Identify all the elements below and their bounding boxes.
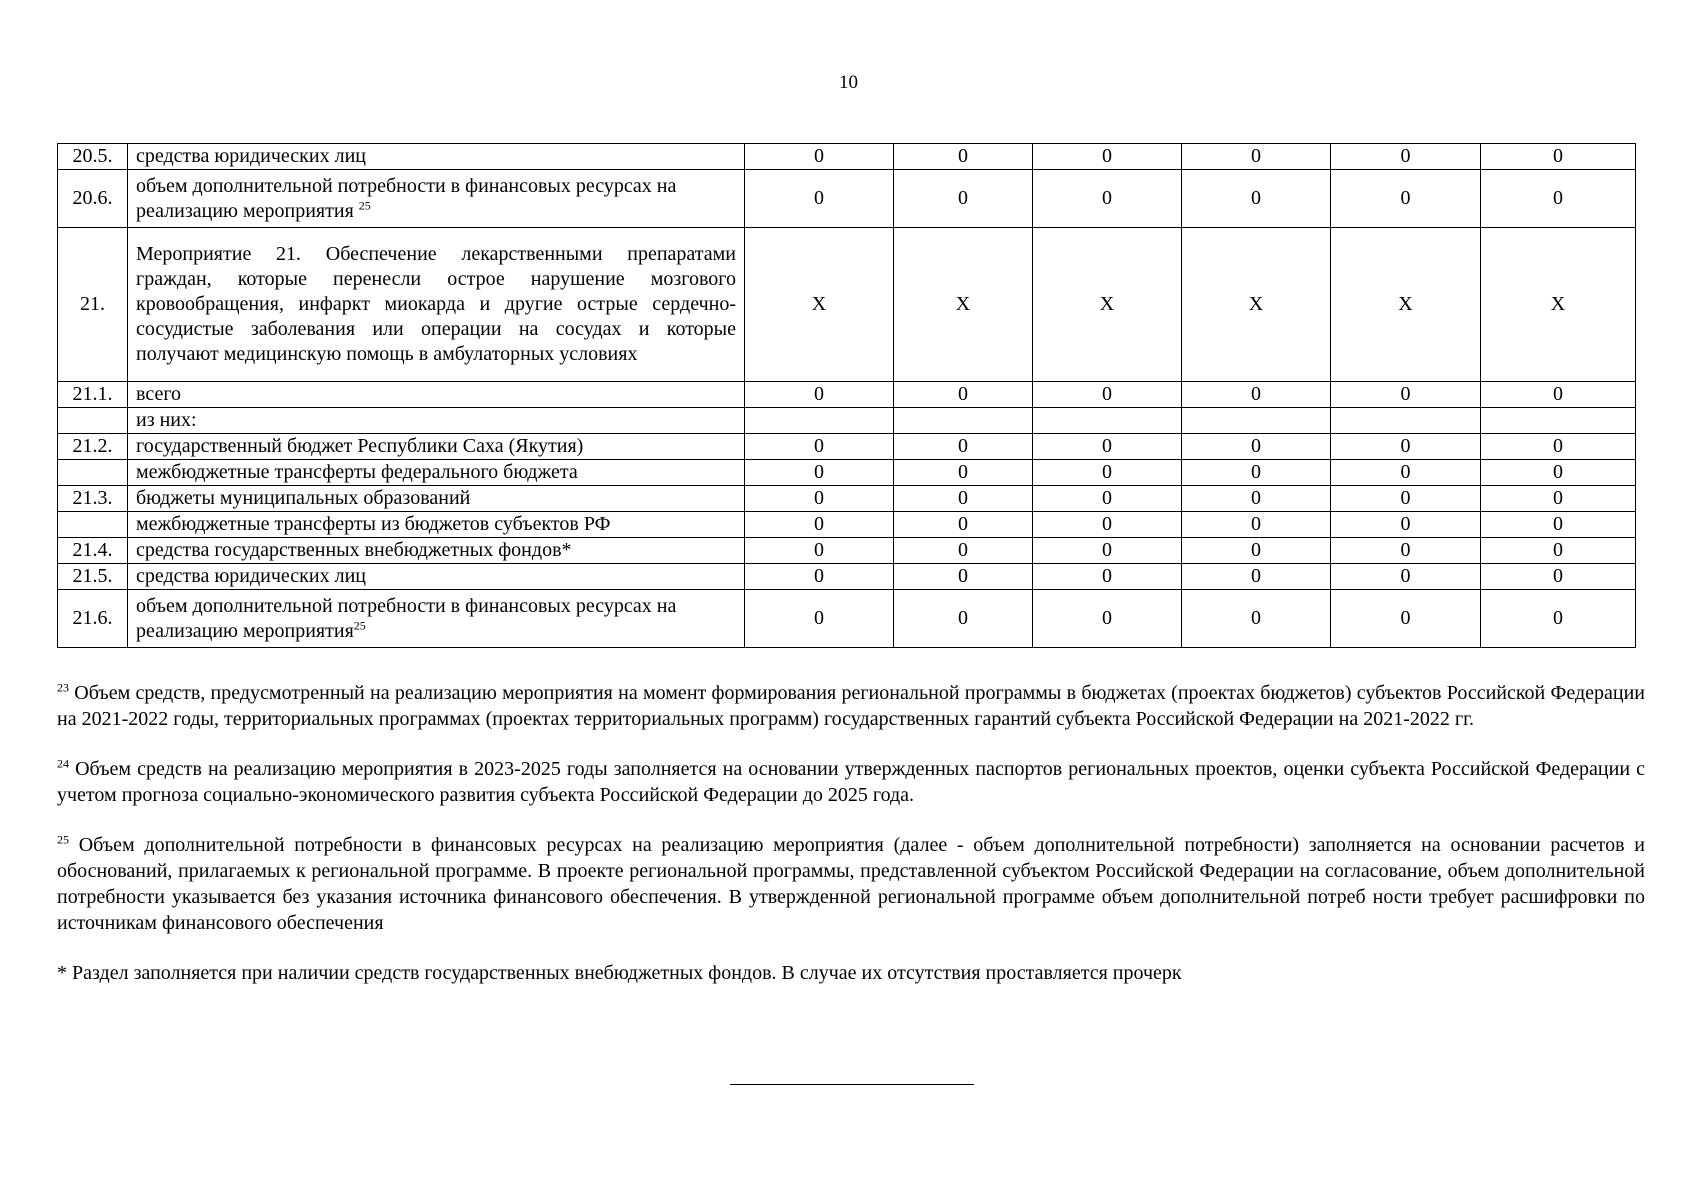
table-row (58, 590, 1636, 648)
table-row (58, 408, 1636, 434)
row-number (58, 512, 128, 538)
value-cell: 0 (1481, 460, 1636, 486)
row-description (128, 564, 745, 590)
row-description (128, 170, 745, 228)
value-cell: 0 (1331, 564, 1481, 590)
table-row (58, 538, 1636, 564)
value-cell: X (1182, 228, 1331, 382)
row-description-text: межбюджетные трансферты федерального бюджета (136, 461, 578, 483)
value-cell: X (1481, 228, 1636, 382)
value-cell: X (1033, 228, 1182, 382)
value-cell: 0 (1033, 382, 1182, 408)
value-cell: 0 (1182, 564, 1331, 590)
row-description-text: средства юридических лиц (136, 565, 366, 587)
value-cell: 0 (1033, 486, 1182, 512)
value-cell: 0 (894, 486, 1033, 512)
value-cell: 0 (1481, 590, 1636, 648)
footnotes (57, 680, 1645, 1010)
value-cell: X (745, 228, 894, 382)
value-cell: 0 (1331, 512, 1481, 538)
row-description-text: объем дополнительной потребности в финансовых ресурсах на реализацию мероприятия (136, 594, 677, 642)
value-cell: 0 (1481, 538, 1636, 564)
value-cell: 0 (745, 434, 894, 460)
row-description-text: средства государственных внебюджетных фондов* (136, 539, 572, 561)
value-cell: 0 (894, 460, 1033, 486)
footnote-text: Объем дополнительной потребности в финансовых ресурсах на реализацию мероприятия (далее - объем дополнительной потребности) заполняется на основании расчетов и обоснований, прилагаемых к региональной программе. В проекте региональной программы, представленной субъектом Российской Федерации на согласование, объем дополнительной потребности указывается без указания источника финансового обеспечения. В утвержденной региональной программе объем дополнительной потреб ности требует расшифровки по источникам финансового обеспечения (57, 834, 1645, 934)
table-row (58, 228, 1636, 382)
value-cell: 0 (1331, 144, 1481, 170)
value-cell: 0 (1033, 590, 1182, 648)
row-description (128, 382, 745, 408)
footnote-reference: 25 (358, 197, 371, 212)
row-description (128, 538, 745, 564)
value-cell: 0 (1182, 170, 1331, 228)
value-cell: 0 (1033, 170, 1182, 228)
value-cell: 0 (1481, 486, 1636, 512)
row-number: 21.5. (58, 564, 128, 590)
row-description (128, 486, 745, 512)
footnote-marker: 25 (57, 832, 69, 847)
value-cell (894, 408, 1033, 434)
row-description-text: объем дополнительной потребности в финансовых ресурсах на реализацию мероприятия (136, 174, 677, 222)
value-cell: 0 (1033, 460, 1182, 486)
footnote-24 (57, 756, 1645, 808)
value-cell: 0 (1331, 382, 1481, 408)
footnote-marker: 23 (57, 680, 69, 695)
table-row (58, 512, 1636, 538)
value-cell: 0 (1481, 434, 1636, 460)
value-cell: 0 (1481, 512, 1636, 538)
value-cell: 0 (1331, 486, 1481, 512)
value-cell: 0 (1182, 486, 1331, 512)
footnote-25 (57, 832, 1645, 936)
value-cell: 0 (1182, 144, 1331, 170)
value-cell: X (894, 228, 1033, 382)
row-description (128, 460, 745, 486)
value-cell: 0 (1481, 382, 1636, 408)
value-cell: 0 (745, 538, 894, 564)
table-row (58, 486, 1636, 512)
table-row (58, 170, 1636, 228)
value-cell (745, 408, 894, 434)
value-cell: 0 (1033, 144, 1182, 170)
value-cell: 0 (1182, 434, 1331, 460)
value-cell: 0 (1331, 434, 1481, 460)
value-cell: 0 (1182, 460, 1331, 486)
value-cell: 0 (1331, 460, 1481, 486)
row-description-text: всего (136, 383, 182, 405)
value-cell: 0 (1182, 512, 1331, 538)
row-number (58, 408, 128, 434)
row-number: 21.6. (58, 590, 128, 648)
row-number: 21.2. (58, 434, 128, 460)
footnote-23 (57, 680, 1645, 732)
value-cell: 0 (745, 564, 894, 590)
value-cell: 0 (745, 590, 894, 648)
row-description (128, 512, 745, 538)
footnote-text: Объем средств на реализацию мероприятия в 2023-2025 годы заполняется на основании утвержденных паспортов региональных проектов, оценки субъекта Российской Федерации с учетом прогноза социально-экономического развития субъекта Российской Федерации до 2025 года. (57, 758, 1645, 806)
value-cell: 0 (1033, 512, 1182, 538)
value-cell: 0 (894, 382, 1033, 408)
row-description-text: средства юридических лиц (136, 145, 366, 167)
table-row (58, 144, 1636, 170)
value-cell: 0 (745, 382, 894, 408)
table-row (58, 460, 1636, 486)
value-cell: 0 (745, 144, 894, 170)
row-number: 20.5. (58, 144, 128, 170)
value-cell: 0 (1331, 590, 1481, 648)
financing-table (57, 143, 1636, 648)
footnote-text: Объем средств, предусмотренный на реализацию мероприятия на момент формирования региональной программы в бюджетах (проектах бюджетов) субъектов Российской Федерации на 2021-2022 годы, территориальных программах (проектах территориальных программ) государственных гарантий субъекта Российской Федерации на 2021-2022 гг. (57, 682, 1645, 730)
value-cell: 0 (1182, 590, 1331, 648)
footnote-marker: 24 (57, 756, 69, 771)
value-cell: 0 (894, 512, 1033, 538)
row-description-text: из них: (136, 409, 197, 431)
table-row (58, 434, 1636, 460)
value-cell: 0 (894, 538, 1033, 564)
value-cell: 0 (1182, 382, 1331, 408)
value-cell: 0 (1481, 144, 1636, 170)
value-cell: 0 (1033, 538, 1182, 564)
end-divider-line (730, 1084, 974, 1085)
value-cell: 0 (745, 460, 894, 486)
value-cell: 0 (894, 434, 1033, 460)
page-number: 10 (839, 72, 858, 93)
row-number: 21. (58, 228, 128, 382)
row-description-text: межбюджетные трансферты из бюджетов субъектов РФ (136, 513, 611, 535)
value-cell (1481, 408, 1636, 434)
footnote-star: * Раздел заполняется при наличии средств государственных внебюджетных фондов. В случае их отсутствия проставляется прочерк (57, 962, 1182, 984)
value-cell: 0 (894, 590, 1033, 648)
value-cell: 0 (894, 564, 1033, 590)
value-cell: X (1331, 228, 1481, 382)
value-cell: 0 (894, 170, 1033, 228)
value-cell: 0 (745, 486, 894, 512)
row-description-text: государственный бюджет Республики Саха (Якутия) (136, 435, 584, 457)
value-cell: 0 (1481, 170, 1636, 228)
row-description (128, 590, 745, 648)
footnote-reference: 25 (353, 617, 366, 632)
table-body (58, 144, 1636, 648)
row-number: 21.3. (58, 486, 128, 512)
value-cell: 0 (894, 144, 1033, 170)
table-row (58, 564, 1636, 590)
row-description (128, 408, 745, 434)
row-description-text: Мероприятие 21. Обеспечение лекарственными препаратами граждан, которые перенесли острое нарушение мозгового кровообращения, инфаркт миокарда и другие острые сердечно-сосудистые заболевания или операции на сосудах и которые получают медицинскую помощь в амбулаторных условиях (136, 243, 736, 365)
row-number: 21.4. (58, 538, 128, 564)
value-cell: 0 (1182, 538, 1331, 564)
row-description (128, 144, 745, 170)
value-cell: 0 (745, 170, 894, 228)
value-cell: 0 (1331, 538, 1481, 564)
row-description-text: бюджеты муниципальных образований (136, 487, 471, 509)
value-cell: 0 (745, 512, 894, 538)
row-description (128, 434, 745, 460)
table-row (58, 382, 1636, 408)
value-cell: 0 (1331, 170, 1481, 228)
row-number (58, 460, 128, 486)
value-cell (1331, 408, 1481, 434)
row-number: 20.6. (58, 170, 128, 228)
value-cell (1033, 408, 1182, 434)
value-cell (1182, 408, 1331, 434)
row-description (128, 228, 745, 382)
row-number: 21.1. (58, 382, 128, 408)
value-cell: 0 (1033, 564, 1182, 590)
value-cell: 0 (1033, 434, 1182, 460)
value-cell: 0 (1481, 564, 1636, 590)
